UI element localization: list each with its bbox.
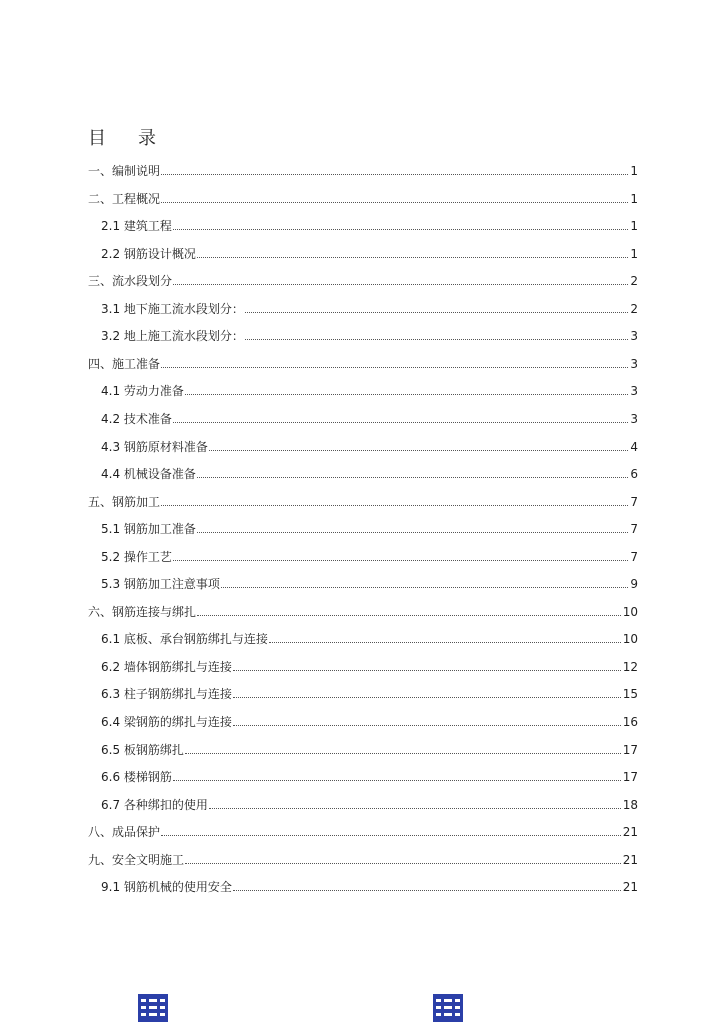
toc-entry-page: 1 — [630, 219, 638, 233]
toc-entry-page: 12 — [622, 660, 638, 674]
toc-dot-leader — [197, 476, 628, 478]
toc-dot-leader — [161, 366, 628, 368]
toc-entry[interactable] — [88, 190, 638, 206]
toc-entry[interactable] — [88, 162, 638, 178]
toc-entry-page: 3 — [630, 384, 638, 398]
toc-entry-label: 6.2 墙体钢筋绑扎与连接 — [101, 660, 232, 674]
toc-entry-page: 7 — [630, 495, 638, 509]
toc-dot-leader — [161, 834, 621, 836]
toc-entry[interactable] — [101, 245, 638, 261]
toc-dot-leader — [197, 614, 621, 616]
toc-entry-page: 10 — [622, 605, 638, 619]
toc-entry-page: 1 — [630, 192, 638, 206]
toc-entry-page: 15 — [622, 687, 638, 701]
toc-dot-leader — [245, 338, 628, 340]
toc-dot-leader — [173, 228, 628, 230]
toc-entry-label: 六、钢筋连接与绑扎 — [88, 605, 197, 619]
toc-entry[interactable] — [101, 685, 638, 701]
toc-entry-label: 4.3 钢筋原材料准备 — [101, 440, 208, 454]
toc-entry-page: 16 — [622, 715, 638, 729]
toc-entry-page: 10 — [622, 632, 638, 646]
toc-dot-leader — [161, 504, 628, 506]
toc-entry[interactable] — [101, 741, 638, 757]
toc-entry-label: 6.4 梁钢筋的绑扎与连接 — [101, 715, 232, 729]
toc-entry[interactable] — [88, 603, 638, 619]
toc-entry[interactable] — [101, 658, 638, 674]
toc-entry[interactable] — [101, 878, 638, 894]
toc-dot-leader — [209, 807, 621, 809]
toc-entry[interactable] — [88, 493, 638, 509]
toc-dot-leader — [185, 752, 621, 754]
toc-entry-label: 五、钢筋加工 — [88, 495, 161, 509]
toc-entry-label: 二、工程概况 — [88, 192, 161, 206]
toc-entry-label: 3.1 地下施工流水段划分： — [101, 302, 244, 316]
toc-entry-label: 2.2 钢筋设计概况 — [101, 247, 196, 261]
toc-entry-page: 21 — [622, 825, 638, 839]
toc-entry-page: 17 — [622, 743, 638, 757]
toc-dot-leader — [269, 641, 621, 643]
toc-entry[interactable] — [101, 768, 638, 784]
toc-dot-leader — [197, 256, 628, 258]
toc-dot-leader — [209, 449, 628, 451]
toc-entry-label: 一、编制说明 — [88, 164, 161, 178]
toc-dot-leader — [173, 779, 621, 781]
toc-title — [88, 124, 156, 150]
toc-dot-leader — [161, 201, 628, 203]
toc-entry[interactable] — [101, 520, 638, 536]
toc-entry-label: 6.6 楼梯钢筋 — [101, 770, 172, 784]
toc-title-left: 目 — [88, 128, 106, 149]
toc-entry[interactable] — [88, 355, 638, 371]
toc-entry-page: 2 — [630, 302, 638, 316]
toc-entry[interactable] — [88, 851, 638, 867]
toc-entry[interactable] — [101, 438, 638, 454]
toc-dot-leader — [173, 559, 628, 561]
toc-entry-label: 5.1 钢筋加工准备 — [101, 522, 196, 536]
toc-entry-page: 3 — [630, 357, 638, 371]
toc-dot-leader — [233, 889, 621, 891]
toc-entry-page: 1 — [630, 247, 638, 261]
toc-entry[interactable] — [101, 217, 638, 233]
toc-dot-leader — [185, 393, 628, 395]
toc-entry[interactable] — [101, 300, 638, 316]
toc-entry[interactable] — [101, 327, 638, 343]
toc-entry-label: 6.3 柱子钢筋绑扎与连接 — [101, 687, 232, 701]
cscec-logo-right — [433, 994, 463, 1022]
toc-entry-page: 7 — [630, 522, 638, 536]
toc-dot-leader — [185, 862, 621, 864]
toc-entry-label: 八、成品保护 — [88, 825, 161, 839]
cscec-logo-left — [138, 994, 168, 1022]
toc-entry-label: 4.1 劳动力准备 — [101, 384, 184, 398]
toc-dot-leader — [233, 696, 621, 698]
toc-entry-page: 1 — [630, 164, 638, 178]
toc-entry-page: 7 — [630, 550, 638, 564]
toc-dot-leader — [245, 311, 628, 313]
toc-entry[interactable] — [101, 713, 638, 729]
toc-entry[interactable] — [88, 823, 638, 839]
toc-entry-page: 21 — [622, 853, 638, 867]
toc-entry[interactable] — [101, 382, 638, 398]
toc-entry-label: 6.5 板钢筋绑扎 — [101, 743, 184, 757]
toc-entry-page: 6 — [630, 467, 638, 481]
toc-entry-page: 3 — [630, 329, 638, 343]
toc-entry-label: 4.4 机械设备准备 — [101, 467, 196, 481]
toc-entry-label: 2.1 建筑工程 — [101, 219, 172, 233]
toc-entry[interactable] — [88, 272, 638, 288]
toc-entry-label: 三、流水段划分 — [88, 274, 173, 288]
toc-dot-leader — [197, 531, 628, 533]
toc-title-right: 录 — [138, 128, 156, 149]
toc-entry[interactable] — [101, 548, 638, 564]
toc-entry-page: 3 — [630, 412, 638, 426]
toc-entry-label: 5.2 操作工艺 — [101, 550, 172, 564]
toc-entry[interactable] — [101, 796, 638, 812]
toc-entry-page: 21 — [622, 880, 638, 894]
toc-entry-label: 4.2 技术准备 — [101, 412, 172, 426]
toc-entry-page: 9 — [630, 577, 638, 591]
toc-entry[interactable] — [101, 465, 638, 481]
toc-entry-page: 2 — [630, 274, 638, 288]
toc-entry-label: 四、施工准备 — [88, 357, 161, 371]
toc-dot-leader — [233, 669, 621, 671]
toc-entry-label: 3.2 地上施工流水段划分： — [101, 329, 244, 343]
toc-entry-page: 4 — [630, 440, 638, 454]
toc-entry-label: 5.3 钢筋加工注意事项 — [101, 577, 220, 591]
toc-entry-label: 9.1 钢筋机械的使用安全 — [101, 880, 232, 894]
toc-entry[interactable] — [101, 630, 638, 646]
toc-dot-leader — [173, 283, 628, 285]
toc-entry-label: 6.7 各种绑扣的使用 — [101, 798, 208, 812]
toc-dot-leader — [221, 586, 628, 588]
toc-dot-leader — [233, 724, 621, 726]
toc-entry-label: 6.1 底板、承台钢筋绑扎与连接 — [101, 632, 268, 646]
toc-entry-label: 九、安全文明施工 — [88, 853, 185, 867]
toc-dot-leader — [161, 173, 628, 175]
toc-dot-leader — [173, 421, 628, 423]
toc-entry[interactable] — [101, 410, 638, 426]
toc-entry[interactable] — [101, 575, 638, 591]
toc-entry-page: 17 — [622, 770, 638, 784]
toc-entry-page: 18 — [622, 798, 638, 812]
